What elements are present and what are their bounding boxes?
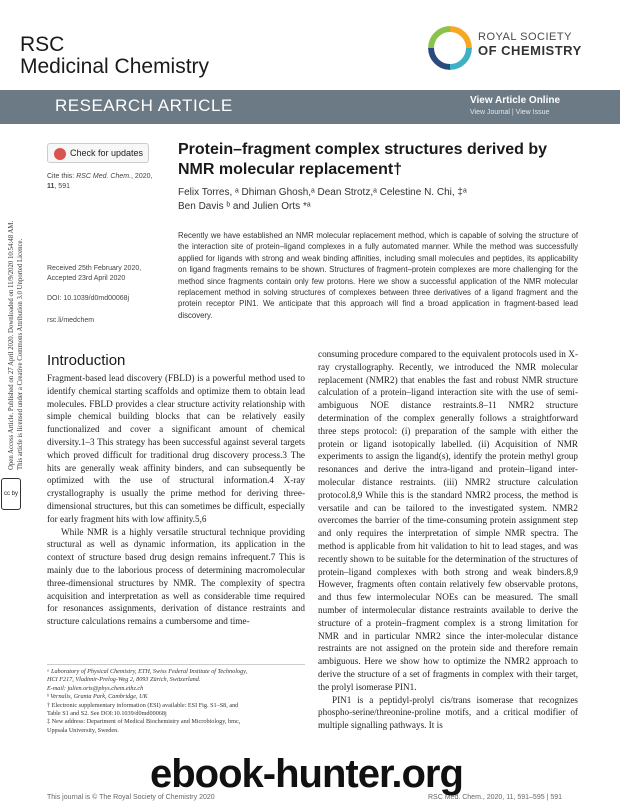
publisher-name: [478, 31, 582, 59]
copyright-footer: This journal is © The Royal Society of Chemistry 2020: [47, 794, 215, 801]
body-column-left: [47, 372, 305, 644]
view-journal-issue-links[interactable]: View Journal | View Issue: [470, 109, 550, 116]
journal-line-2: Medicinal Chemistry: [20, 55, 210, 78]
license-sidebar: [4, 0, 24, 812]
rsc-logo-icon: [428, 26, 472, 70]
footnote-new-address: ‡ New address: Department of Medical Biochemistry and Microbiology, bmc,: [47, 718, 241, 726]
paragraph: While NMR is a highly versatile structural technique providing structural as well as dynamic information, its application in the context of structure based drug design remains infrequent.7 This is mainly due to the laborious process of determining macromolecular three-dimensional structures by NMR. The complexity of spectra acquisition and interpretation as well as considerable time required for resonances assignments, derivation of distance restraints and structure calculations remains a cumbersome and time-: [47, 526, 305, 627]
paragraph: consuming procedure compared to the equivalent protocols used in X-ray crystallography. Recently, we introduced the NMR molecular replacement (NMR2) that enables the fast and robust NMR structure calculation of a protein–ligand interaction site with the use of semi-ambiguous NOE distance restraints.8–11 NMR2 structure determination of the complex generally follows a straightforward three steps protocol: (i) preparation of the sample with either the protein or ligand isotopically labelled. (ii) Acquisition of NMR experiments to assign the ligand(s), identify the protein methyl group resonances and derive the intra-ligand and protein–ligand inter-molecular distance restraints. (iii) NMR2 structure calculation protocol.8,9 While this is the standard NMR2 process, the method is versatile and can be tailored to the investigated system. NMR2 overcomes the barrier of the time-consuming protein assignment step and only requires the interpretation of simple NMR spectra. The method is applicable from hit validation to hit to lead stages, and was recently shown to be suitable for the determination of the structures of protein–ligand complexes with both strong and weak binders.8,9 However, fragments often contain relatively few observable protons, and thus few intermolecular NOEs can be measured. The small number of intermolecular distance restraints available to derive the structure of a protein–fragment complex is a strong limitation for NMR and in particular NMR2 since the inter-molecular distance restraints are not assigned on the protein side and therefore remain ambiguous. Here we show how to optimize the NMR2 approach to derive the structure of a set of fragments in complex with their target, the prolyl isomerase PIN1.: [318, 349, 578, 692]
update-icon: [54, 148, 66, 160]
footnote-esi-2[interactable]: Table S1 and S2. See DOI:10.1039/d0md00068j: [47, 710, 167, 718]
article-type-banner: [0, 90, 620, 124]
license-line-1: Open Access Article. Published on 27 April 2020. Downloaded on 11/9/2020 10:54:48 AM.: [8, 220, 15, 470]
footnote-affiliation-b: ᵇ Vernalis, Granta Park, Cambridge, UK: [47, 693, 148, 701]
publisher-line-1: ROYAL SOCIETY: [478, 31, 572, 43]
footnote-new-address-2: Uppsala University, Sweden.: [47, 726, 119, 734]
paragraph: PIN1 is a peptidyl-prolyl cis/trans isomerase that recognizes phospho-serine/threonine-proline motifs, and a critical modifier of multiple signalling pathways. It is: [318, 694, 578, 731]
license-line-2[interactable]: This article is licensed under a Creative Commons Attribution 3.0 Unported Licence.: [17, 238, 24, 470]
watermark: ebook-hunter.org: [150, 752, 463, 796]
journal-line-1: RSC: [20, 33, 65, 56]
authors-line-1: Felix Torres, ᵃ Dhiman Ghosh,ᵃ Dean Strotz,ᵃ Celestine N. Chi, ‡ᵃ: [178, 187, 467, 198]
abstract: Recently we have established an NMR molecular replacement method, which is capable of solving the structure of the interaction site of protein–ligand complexes in a fully automated manner. While the method was successfully applied for ligands with strong and weak binding affinities, including small molecules and peptides, its applicability on ligand fragments remains to be shown. Structures of fragment–protein complexes are more challenging for the method since fragments contain only few protons. Here we show a successful application of the NMR molecular replacement method in solving structures of complexes between three derivatives of a ligand fragment and the protein receptor PIN1. We anticipate that this approach will find a broad application in fragment-based lead discovery.: [178, 231, 578, 320]
paragraph: Fragment-based lead discovery (FBLD) is a powerful method used to identify chemical starting scaffolds and optimize them to obtain lead molecules. FBLD provides a clear structure activity relationship with simple chemical building blocks that can be relatively easily functionalized and cover a significant amount of chemical diversity.1–3 This strategy has been successful against several targets which proved difficult for traditional drug discovery process.3 The hits are generally weak affinity binders, and can subsequently be optimized with the use of structural information.4 X-ray crystallography is usually the prime method for deriving three-dimensional structures, but this can sometimes be difficult, especially for early fragment hits with low affinity.5,6: [47, 373, 305, 524]
cc-license-badge[interactable]: cc by: [1, 478, 21, 510]
authors-line-2: Ben Davis ᵇ and Julien Orts *ᵃ: [178, 201, 311, 212]
footnote-affiliation-a-2: HCI F217, Vladimir-Prelog-Weg 2, 8093 Zürich, Switzerland.: [47, 676, 201, 684]
article-title: Protein–fragment complex structures derived by NMR molecular replacement†: [178, 141, 547, 178]
publisher-line-2: OF CHEMISTRY: [478, 43, 582, 58]
accepted-date: Accepted 23rd April 2020: [47, 275, 126, 282]
footnotes: [47, 668, 305, 735]
footnote-esi: † Electronic supplementary information (ESI) available: ESI Fig. S1–S8, and: [47, 701, 239, 709]
page-footer: RSC Med. Chem., 2020, 11, 591–595 | 591: [428, 794, 562, 801]
check-for-updates-button[interactable]: [47, 143, 149, 163]
body-column-right: [318, 348, 578, 782]
citation: Cite this: RSC Med. Chem., 2020, 11, 591: [47, 173, 153, 190]
section-heading: Introduction: [47, 352, 126, 369]
journal-name: [20, 34, 209, 78]
article-type-label: RESEARCH ARTICLE: [55, 96, 233, 115]
footnote-email[interactable]: E-mail: julien.orts@phys.chem.ethz.ch: [47, 684, 144, 692]
footnote-divider: [47, 664, 305, 665]
check-updates-label: Check for updates: [70, 148, 144, 158]
received-date: Received 25th February 2020,: [47, 265, 142, 272]
journal-link[interactable]: rsc.li/medchem: [47, 317, 95, 324]
footnote-affiliation-a: ᵃ Laboratory of Physical Chemistry, ETH, Swiss Federal Institute of Technology,: [47, 668, 248, 675]
author-list: [178, 186, 578, 214]
doi[interactable]: DOI: 10.1039/d0md00068j: [47, 295, 130, 302]
view-article-online-link[interactable]: View Article Online: [470, 95, 561, 106]
